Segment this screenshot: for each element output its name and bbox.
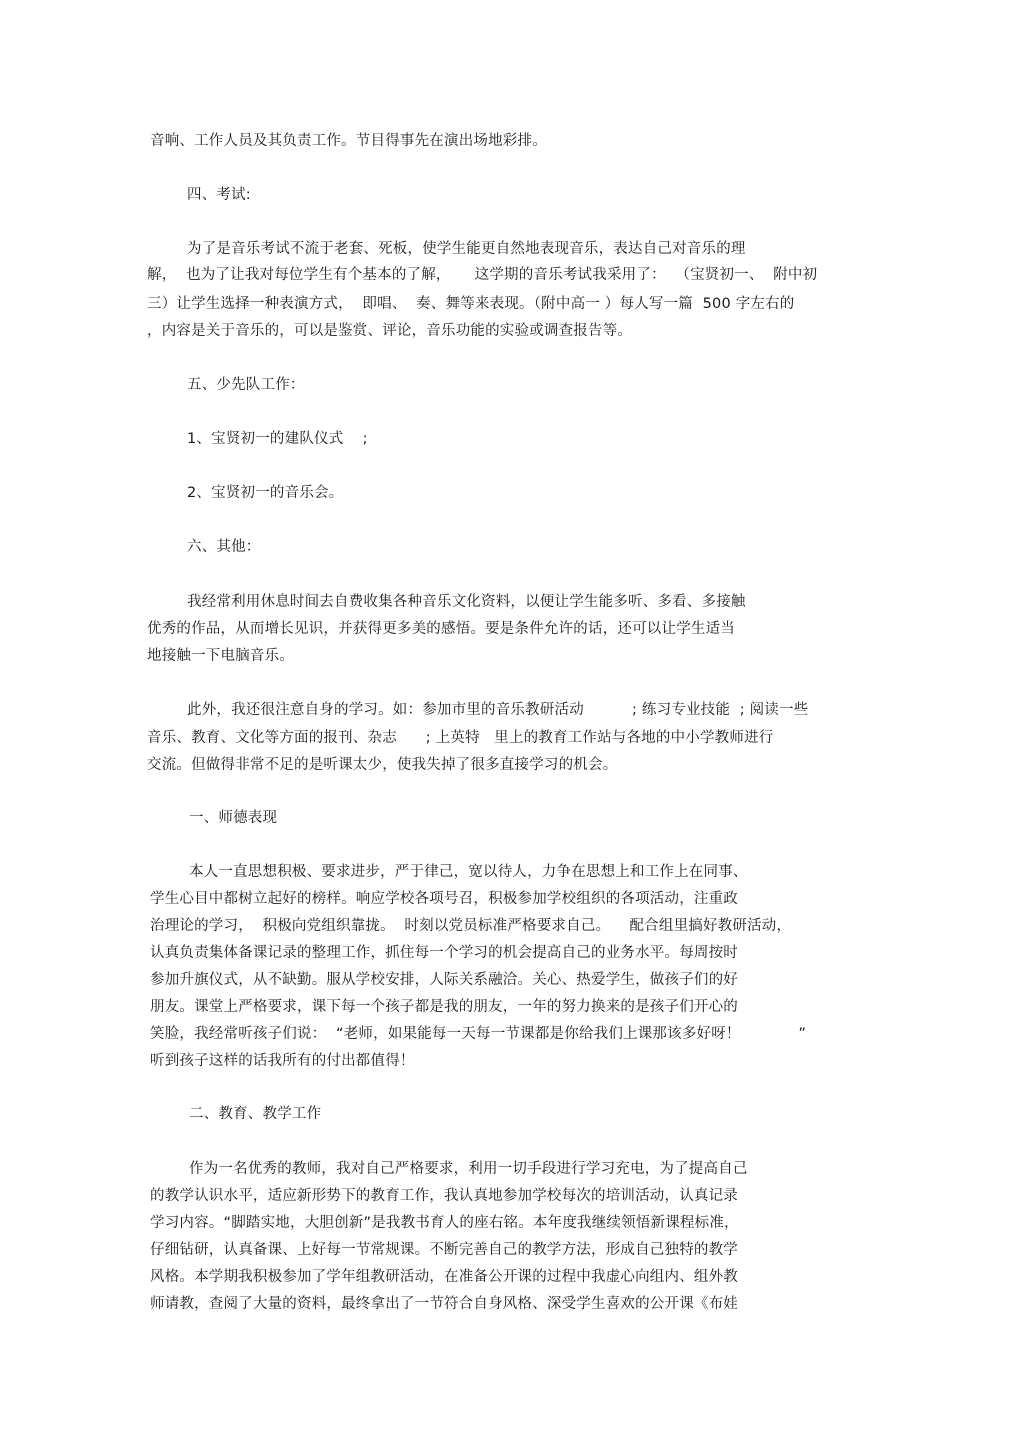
text-line: 仔细钻研，认真备课、上好每一节常规课。不断完善自己的教学方法，形成自己独特的教学 <box>150 1242 738 1258</box>
text-line: 为了是音乐考试不流于老套、死板，使学生能更自然地表现音乐，表达自己对音乐的理 <box>187 241 746 257</box>
text-line: 此外，我还很注意自身的学习。如：参加市里的音乐教研活动 ; 练习专业技能 ; 阅读一些 <box>187 702 809 718</box>
text-line: 治理论的学习， 积极向党组织靠拢。 时刻以党员标准严格要求自己。 配合组里搞好教研活动， <box>150 918 792 934</box>
text-line: 三）让学生选择一种表演方式， 即唱、 奏、舞等来表现。（附中高一 ）每人写一篇 500 字左右的 <box>147 296 795 312</box>
text-line: 学生心目中都树立起好的榜样。响应学校各项号召，积极参加学校组织的各项活动，注重政 <box>150 891 738 907</box>
text-line: 地接触一下电脑音乐。 <box>147 648 294 664</box>
text-line: 听到孩子这样的话我所有的付出都值得！ <box>150 1053 415 1069</box>
section-heading: 六、其他： <box>187 539 261 555</box>
text-line: 音乐、教育、文化等方面的报刊、杂志 ; 上英特 里上的教育工作站与各地的中小学教师进行 <box>147 730 774 746</box>
section-heading: 五、少先队工作： <box>187 377 305 393</box>
text-line: 参加升旗仪式，从不缺勤。服从学校安排，人际关系融洽。关心、热爱学生，做孩子们的好 <box>150 972 738 988</box>
text-line: 我经常利用休息时间去自费收集各种音乐文化资料，以便让学生能多听、多看、多接触 <box>187 594 746 610</box>
text-line: 朋友。课堂上严格要求，课下每一个孩子都是我的朋友，一年的努力换来的是孩子们开心的 <box>150 999 738 1015</box>
section-heading: 四、考试: <box>187 187 251 203</box>
list-item: 1、宝贤初一的建队仪式 ; <box>187 431 368 447</box>
text-line: 音响、工作人员及其负责工作。节目得事先在演出场地彩排。 <box>150 133 547 149</box>
text-line: 风格。本学期我积极参加了学年组教研活动，在准备公开课的过程中我虚心向组内、组外教 <box>150 1269 738 1285</box>
text-line: 优秀的作品，从而增长见识，并获得更多美的感悟。要是条件允许的话，还可以让学生适当 <box>147 621 735 637</box>
text-line: 认真负责集体备课记录的整理工作，抓住每一个学习的机会提高自己的业务水平。每周按时 <box>150 945 738 961</box>
section-heading: 二、教育、教学工作 <box>189 1106 322 1122</box>
section-heading: 一、师德表现 <box>189 810 278 826</box>
text-line: 学习内容。“脚踏实地，大胆创新”是我教书育人的座右铭。本年度我继续领悟新课程标准， <box>150 1215 739 1231</box>
text-line: ，内容是关于音乐的，可以是鉴赏、评论，音乐功能的实验或调查报告等。 <box>147 323 633 339</box>
text-line: 本人一直思想积极、要求进步，严于律己，宽以待人，力争在思想上和工作上在同事、 <box>189 864 748 880</box>
list-item: 2、宝贤初一的音乐会。 <box>187 485 344 501</box>
text-line: 交流。但做得非常不足的是听课太少，使我失掉了很多直接学习的机会。 <box>147 757 618 773</box>
text-line: 的教学认识水平，适应新形势下的教育工作，我认真地参加学校每次的培训活动，认真记录 <box>150 1188 738 1204</box>
text-line: 作为一名优秀的教师，我对自己严格要求，利用一切手段进行学习充电，为了提高自己 <box>189 1161 748 1177</box>
text-line: 解， 也为了让我对每位学生有个基本的了解， 这学期的音乐考试我采用了： （宝贤初一、 附中初 <box>147 267 818 283</box>
text-line: 师请教，查阅了大量的资料，最终拿出了一节符合自身风格、深受学生喜欢的公开课《布娃 <box>150 1296 738 1312</box>
text-line: 笑脸，我经常听孩子们说： “老师，如果能每一天每一节课都是你给我们上课那该多好呀！ ” <box>150 1026 807 1042</box>
